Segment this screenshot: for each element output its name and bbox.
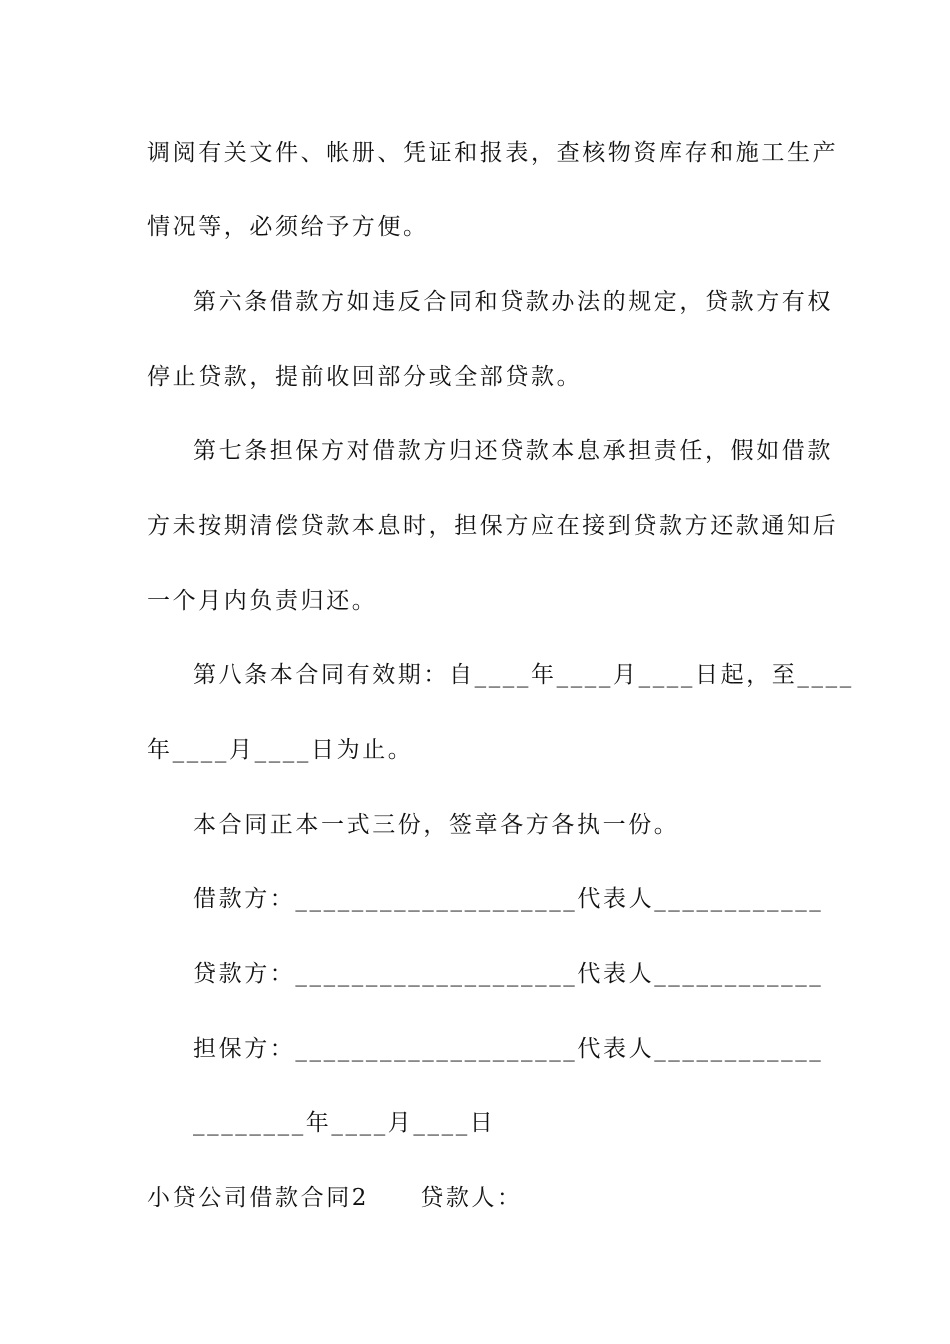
paragraph-line: 一个月内负责归还。 xyxy=(147,588,378,614)
paragraph-line: 方未按期清偿贷款本息时，担保方应在接到贷款方还款通知后 xyxy=(147,513,839,539)
borrower-signature-line: 借款方：____________________代表人____________ xyxy=(193,886,824,912)
article-7-line: 第七条担保方对借款方归还贷款本息承担责任，假如借款 xyxy=(193,438,833,464)
lender-signature-line: 贷款方：____________________代表人____________ xyxy=(193,961,824,987)
paragraph-line: 情况等，必须给予方便。 xyxy=(147,214,429,240)
article-6-line: 第六条借款方如违反合同和贷款办法的规定，贷款方有权 xyxy=(193,289,833,315)
copies-statement: 本合同正本一式三份，签章各方各执一份。 xyxy=(193,812,680,838)
article-8-line: 第八条本合同有效期：自____年____月____日起，至____ xyxy=(193,662,854,688)
paragraph-line: 年____月____日为止。 xyxy=(147,737,414,763)
paragraph-line: 调阅有关文件、帐册、凭证和报表，查核物资库存和施工生产 xyxy=(147,140,839,166)
paragraph-line: 停止贷款，提前收回部分或全部贷款。 xyxy=(147,364,583,390)
next-contract-heading: 小贷公司借款合同2 贷款人： xyxy=(147,1185,523,1211)
date-line: ________年____月____日 xyxy=(193,1110,496,1136)
guarantor-signature-line: 担保方：____________________代表人____________ xyxy=(193,1036,824,1062)
